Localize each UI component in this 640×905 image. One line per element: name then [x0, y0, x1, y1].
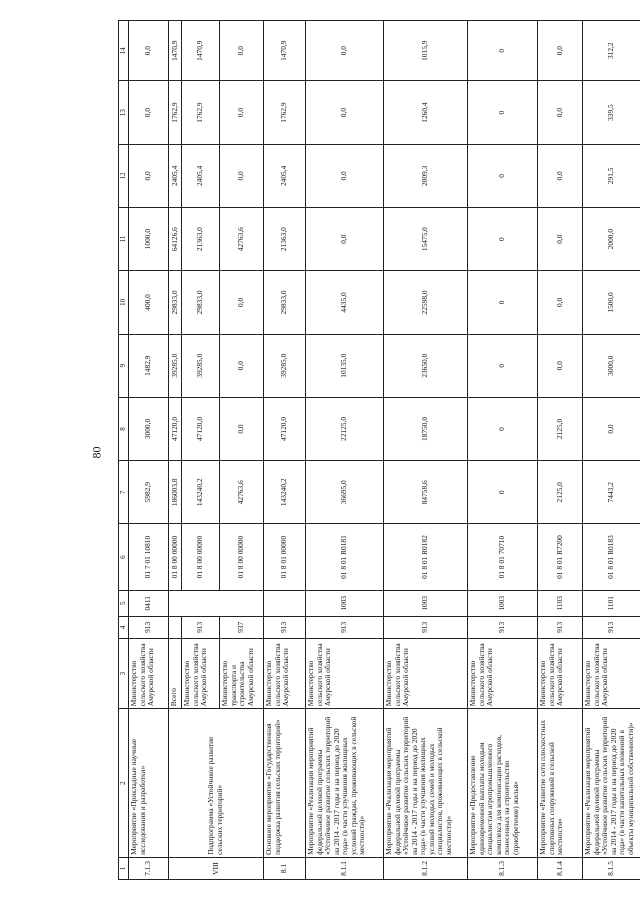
- csr-code: 01 8 01 R0183: [583, 524, 640, 590]
- value-cell: 0,0: [306, 21, 384, 81]
- row-number: 8.1.4: [538, 857, 583, 879]
- value-cell: 1015,9: [384, 21, 468, 81]
- value-cell: 2405,4: [182, 144, 220, 207]
- value-cell: 1500,0: [583, 271, 640, 334]
- value-cell: 1470,9: [182, 21, 220, 81]
- value-cell: 0,0: [306, 208, 384, 271]
- value-cell: 4435,0: [306, 271, 384, 334]
- value-cell: 0,0: [220, 397, 264, 460]
- table-row: [264, 21, 306, 880]
- rz-code: [169, 590, 264, 616]
- value-cell: 1470,9: [264, 21, 306, 81]
- value-cell: 1260,4: [384, 81, 468, 144]
- value-cell: 291,5: [583, 144, 640, 207]
- value-cell: 15475,0: [384, 208, 468, 271]
- value-cell: 23650,0: [384, 334, 468, 397]
- value-cell: 0,0: [538, 208, 583, 271]
- value-cell: 0,0: [220, 271, 264, 334]
- value-cell: 64126,6: [169, 208, 182, 271]
- value-cell: 1762,9: [182, 81, 220, 144]
- header-row: [119, 21, 129, 880]
- value-cell: 21363,0: [264, 208, 306, 271]
- value-cell: 1762,9: [264, 81, 306, 144]
- rz-code: 1003: [384, 590, 468, 616]
- executor: Министерство сельского хозяйства Амурской области: [129, 638, 169, 708]
- row-title: Мероприятие «Прикладные научные исследования и разработки»: [129, 709, 169, 858]
- value-cell: 42763,6: [220, 461, 264, 524]
- row-number: 8.1.2: [384, 857, 468, 879]
- value-cell: 1470,9: [169, 21, 182, 81]
- row-number: 8.1.1: [306, 857, 384, 879]
- value-cell: 2125,0: [538, 461, 583, 524]
- col-header: 14: [119, 21, 129, 81]
- csr-code: 01 8 01 R0181: [306, 524, 384, 590]
- value-cell: 0,0: [129, 144, 169, 207]
- value-cell: 0,0: [129, 21, 169, 81]
- value-cell: 143240,2: [264, 461, 306, 524]
- grbs-code: 913: [264, 616, 306, 638]
- grbs-code: 913: [306, 616, 384, 638]
- value-cell: 10135,0: [306, 334, 384, 397]
- row-title: Мероприятие «Развитие сети плоскостных спортивных сооружений в сельской местности»: [538, 709, 583, 858]
- value-cell: 0: [468, 334, 538, 397]
- value-cell: 0: [468, 271, 538, 334]
- value-cell: 0,0: [129, 81, 169, 144]
- rz-code: [264, 590, 306, 616]
- value-cell: 29833,0: [169, 271, 182, 334]
- csr-code: 01 8 00 00000: [169, 524, 182, 590]
- value-cell: 47120,0: [264, 397, 306, 460]
- col-header: 5: [119, 590, 129, 616]
- grbs-code: [169, 616, 182, 638]
- value-cell: 42763,6: [220, 208, 264, 271]
- value-cell: 29833,0: [182, 271, 220, 334]
- value-cell: 0: [468, 208, 538, 271]
- value-cell: 0: [468, 144, 538, 207]
- rz-code: 1101: [583, 590, 640, 616]
- col-header: 2: [119, 709, 129, 858]
- grbs-code: 913: [468, 616, 538, 638]
- value-cell: 0,0: [538, 144, 583, 207]
- grbs-code: 913: [384, 616, 468, 638]
- csr-code: 01 8 00 00000: [220, 524, 264, 590]
- value-cell: 0: [468, 81, 538, 144]
- col-header: 9: [119, 334, 129, 397]
- rz-code: 0411: [129, 590, 169, 616]
- value-cell: 2009,3: [384, 144, 468, 207]
- value-cell: 2000,0: [583, 208, 640, 271]
- row-number: 7.1.3: [129, 857, 169, 879]
- value-cell: 29833,0: [264, 271, 306, 334]
- executor: Министерство сельского хозяйства Амурской области: [306, 638, 384, 708]
- value-cell: 1482,9: [129, 334, 169, 397]
- col-header: 12: [119, 144, 129, 207]
- executor: Всего: [169, 638, 182, 708]
- value-cell: 5982,9: [129, 461, 169, 524]
- value-cell: 3000,0: [129, 397, 169, 460]
- value-cell: 0,0: [583, 397, 640, 460]
- value-cell: 0,0: [538, 81, 583, 144]
- value-cell: 0,0: [538, 271, 583, 334]
- grbs-code: 937: [220, 616, 264, 638]
- rz-code: 1003: [468, 590, 538, 616]
- value-cell: 0,0: [538, 21, 583, 81]
- executor: Министерство сельского хозяйства Амурской области: [182, 638, 220, 708]
- value-cell: 2125,0: [538, 397, 583, 460]
- value-cell: 1000,0: [129, 208, 169, 271]
- col-header: 4: [119, 616, 129, 638]
- value-cell: 0,0: [306, 81, 384, 144]
- value-cell: 7443,2: [583, 461, 640, 524]
- csr-code: 01 7 01 10810: [129, 524, 169, 590]
- col-header: 11: [119, 208, 129, 271]
- csr-code: 01 8 01 R0182: [384, 524, 468, 590]
- value-cell: 400,0: [129, 271, 169, 334]
- row-number: 8.1.3: [468, 857, 538, 879]
- value-cell: 39285,0: [182, 334, 220, 397]
- value-cell: 0,0: [220, 144, 264, 207]
- value-cell: 0: [468, 461, 538, 524]
- table-row: [306, 21, 384, 880]
- rotated-table-wrapper: [118, 20, 638, 880]
- value-cell: 36695,0: [306, 461, 384, 524]
- executor: Министерство сельского хозяйства Амурской области: [384, 638, 468, 708]
- csr-code: 01 8 01 70710: [468, 524, 538, 590]
- table-row: [583, 21, 640, 880]
- table-row: [468, 21, 538, 880]
- rz-code: 1003: [306, 590, 384, 616]
- value-cell: 1762,9: [169, 81, 182, 144]
- value-cell: 22598,0: [384, 271, 468, 334]
- col-header: 13: [119, 81, 129, 144]
- executor: Министерство сельского хозяйства Амурской области: [468, 638, 538, 708]
- row-title: Мероприятие «Реализация мероприятий федеральной целевой программы «Устойчивое развитие сельских территорий на 2014 - 2017 годы и на период до 2020 года» (в части улучшения жилищных условий граждан, проживающих в сельской местности)»: [306, 709, 384, 858]
- value-cell: 143240,2: [182, 461, 220, 524]
- csr-code: 01 8 01 R7200: [538, 524, 583, 590]
- page-number: 80: [89, 446, 104, 459]
- row-title: Мероприятие «Предоставление единовременной выплаты молодым специалистам агропромышленного комплекса для компенсации расходов, понесенных на строительство (приобретение) жилья»: [468, 709, 538, 858]
- table-row: [129, 21, 169, 880]
- value-cell: 186003,8: [169, 461, 182, 524]
- value-cell: 39285,0: [264, 334, 306, 397]
- csr-code: 01 8 00 00000: [182, 524, 220, 590]
- row-number: VIII: [169, 857, 264, 879]
- col-header: 8: [119, 397, 129, 460]
- value-cell: 21363,0: [182, 208, 220, 271]
- row-number: 8.1: [264, 857, 306, 879]
- grbs-code: 913: [129, 616, 169, 638]
- value-cell: 0,0: [220, 81, 264, 144]
- value-cell: 84758,6: [384, 461, 468, 524]
- table-row: [384, 21, 468, 880]
- value-cell: 47120,0: [182, 397, 220, 460]
- value-cell: 18750,0: [384, 397, 468, 460]
- value-cell: 47120,0: [169, 397, 182, 460]
- value-cell: 3000,0: [583, 334, 640, 397]
- col-header: 6: [119, 524, 129, 590]
- value-cell: 39285,0: [169, 334, 182, 397]
- executor: Министерство транспорта и строительства Амурской области: [220, 638, 264, 708]
- grbs-code: 913: [538, 616, 583, 638]
- value-cell: 0,0: [538, 334, 583, 397]
- value-cell: 2405,4: [264, 144, 306, 207]
- value-cell: 22125,0: [306, 397, 384, 460]
- col-header: 7: [119, 461, 129, 524]
- table-row: [538, 21, 583, 880]
- value-cell: 2405,4: [169, 144, 182, 207]
- value-cell: 0,0: [220, 334, 264, 397]
- value-cell: 0: [468, 397, 538, 460]
- value-cell: 339,5: [583, 81, 640, 144]
- value-cell: 0,0: [306, 144, 384, 207]
- table-row: [169, 21, 182, 880]
- value-cell: 0,0: [220, 21, 264, 81]
- col-header: 10: [119, 271, 129, 334]
- row-title: Мероприятие «Реализация мероприятий федеральной целевой программы «Устойчивое развитие сельских территорий на 2014 - 2017 годы и на период до 2020 года» (в части улучшения жилищных условий молодых семей и молодых специалистов, проживающих в сельской местности)»: [384, 709, 468, 858]
- col-header: 3: [119, 638, 129, 708]
- row-title: Подпрограмма «Устойчивое развитие сельских территорий»: [169, 709, 264, 858]
- rz-code: 1103: [538, 590, 583, 616]
- grbs-code: 913: [182, 616, 220, 638]
- row-title: Мероприятие «Реализация мероприятий федеральной целевой программы «Устойчивое развитие сельских территорий на 2014 - 2017 годы и на период до 2020 года» (в части капитальных вложений в объекты муниципальной собственности)»: [583, 709, 640, 858]
- value-cell: 0: [468, 21, 538, 81]
- value-cell: 312,2: [583, 21, 640, 81]
- col-header: 1: [119, 857, 129, 879]
- row-number: 8.1.5: [583, 857, 640, 879]
- executor: Министерство сельского хозяйства Амурской области: [538, 638, 583, 708]
- executor: Министерство сельского хозяйства Амурской области: [264, 638, 306, 708]
- executor: Министерство сельского хозяйства Амурской области: [583, 638, 640, 708]
- budget-table: [118, 20, 640, 880]
- grbs-code: 913: [583, 616, 640, 638]
- csr-code: 01 8 01 00000: [264, 524, 306, 590]
- row-title: Основное мероприятие «Государственная поддержка развития сельских территорий»: [264, 709, 306, 858]
